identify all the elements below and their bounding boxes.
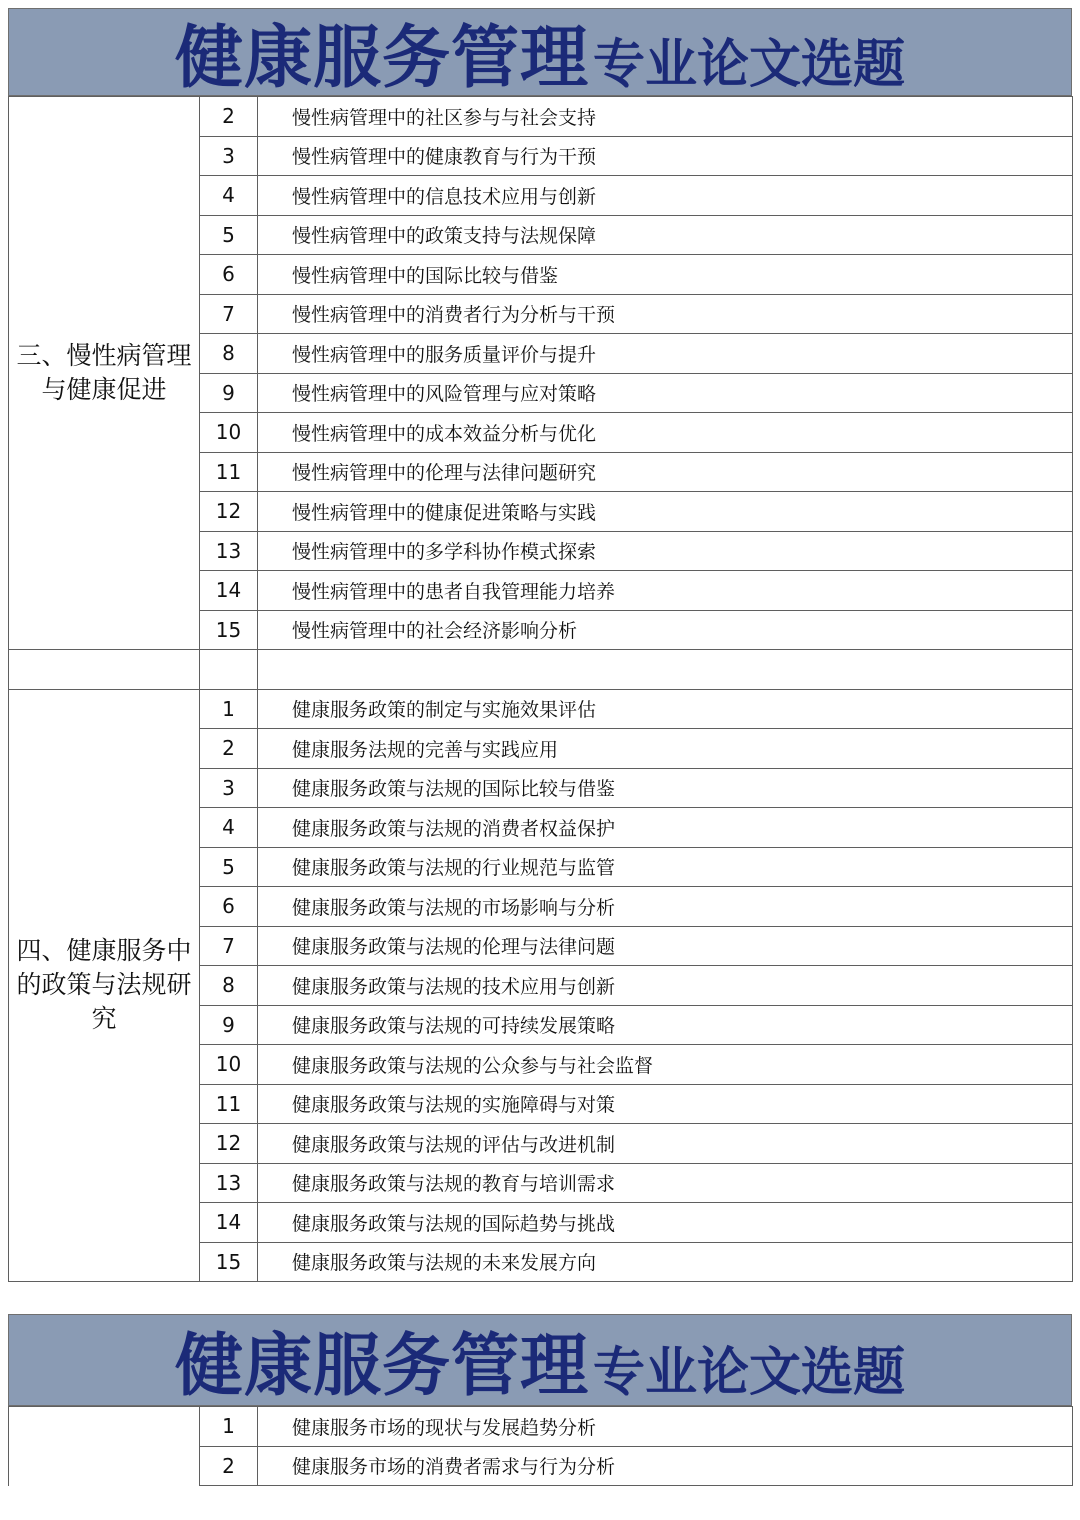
topic-number: 8 — [200, 966, 258, 1006]
topic-number: 13 — [200, 531, 258, 571]
topic-title: 健康服务政策与法规的国际比较与借鉴 — [258, 768, 1073, 808]
topics-table-body — [9, 1407, 1073, 1486]
topic-number: 2 — [200, 729, 258, 769]
topic-number: 1 — [200, 689, 258, 729]
topic-title: 慢性病管理中的成本效益分析与优化 — [258, 413, 1073, 453]
topic-number: 10 — [200, 413, 258, 453]
table-row — [9, 1407, 1073, 1447]
topic-number: 10 — [200, 1045, 258, 1085]
topic-number: 2 — [200, 97, 258, 137]
topic-number: 15 — [200, 1242, 258, 1282]
topic-number: 6 — [200, 887, 258, 927]
topic-title: 慢性病管理中的健康促进策略与实践 — [258, 492, 1073, 532]
category-cell-section-4 — [9, 689, 200, 1282]
topic-title: 健康服务政策与法规的市场影响与分析 — [258, 887, 1073, 927]
topic-title: 健康服务政策与法规的未来发展方向 — [258, 1242, 1073, 1282]
topic-number: 2 — [200, 1446, 258, 1486]
topic-title: 健康服务政策与法规的公众参与与社会监督 — [258, 1045, 1073, 1085]
topics-table-main — [8, 96, 1073, 1282]
topic-number: 11 — [200, 452, 258, 492]
table-row — [9, 97, 1073, 137]
topic-number: 5 — [200, 847, 258, 887]
title-banner-top — [8, 8, 1072, 96]
topic-number: 3 — [200, 136, 258, 176]
topic-title: 健康服务政策与法规的国际趋势与挑战 — [258, 1203, 1073, 1243]
topic-number: 5 — [200, 215, 258, 255]
topic-title: 慢性病管理中的信息技术应用与创新 — [258, 176, 1073, 216]
topic-title: 健康服务政策与法规的教育与培训需求 — [258, 1163, 1073, 1203]
topic-title: 健康服务政策与法规的伦理与法律问题 — [258, 926, 1073, 966]
spacer-cell — [258, 650, 1073, 690]
topic-number: 13 — [200, 1163, 258, 1203]
title-banner-bottom — [8, 1314, 1072, 1406]
topic-title: 慢性病管理中的健康教育与行为干预 — [258, 136, 1073, 176]
topic-number: 15 — [200, 610, 258, 650]
topic-title: 健康服务政策与法规的消费者权益保护 — [258, 808, 1073, 848]
topic-title: 慢性病管理中的服务质量评价与提升 — [258, 334, 1073, 374]
spacer-row — [9, 650, 1073, 690]
banner-title-main: 健康服务管理 — [174, 18, 589, 98]
topic-title: 健康服务政策与法规的实施障碍与对策 — [258, 1084, 1073, 1124]
topic-number: 3 — [200, 768, 258, 808]
topic-number: 7 — [200, 294, 258, 334]
topic-title: 慢性病管理中的社区参与与社会支持 — [258, 97, 1073, 137]
spacer-cell — [200, 650, 258, 690]
topic-title: 健康服务政策与法规的评估与改进机制 — [258, 1124, 1073, 1164]
topic-title: 慢性病管理中的伦理与法律问题研究 — [258, 452, 1073, 492]
category-label: 四、健康服务中的政策与法规研究 — [16, 936, 192, 1034]
spacer-cell — [9, 650, 200, 690]
banner-title-sub: 专业论文选题 — [593, 34, 906, 95]
topic-title: 健康服务法规的完善与实践应用 — [258, 729, 1073, 769]
topic-number: 8 — [200, 334, 258, 374]
topic-title: 慢性病管理中的消费者行为分析与干预 — [258, 294, 1073, 334]
topic-title: 慢性病管理中的患者自我管理能力培养 — [258, 571, 1073, 611]
topic-number: 4 — [200, 808, 258, 848]
topic-number: 14 — [200, 571, 258, 611]
topic-title: 健康服务政策的制定与实施效果评估 — [258, 689, 1073, 729]
category-label: 三、慢性病管理与健康促进 — [16, 341, 192, 404]
topic-number: 9 — [200, 1005, 258, 1045]
topics-table-next — [8, 1406, 1073, 1486]
topic-title: 健康服务政策与法规的行业规范与监管 — [258, 847, 1073, 887]
topic-number: 4 — [200, 176, 258, 216]
topic-title: 慢性病管理中的风险管理与应对策略 — [258, 373, 1073, 413]
topic-number: 12 — [200, 492, 258, 532]
topic-number: 12 — [200, 1124, 258, 1164]
banner-title-sub: 专业论文选题 — [593, 1342, 906, 1403]
topic-title: 慢性病管理中的社会经济影响分析 — [258, 610, 1073, 650]
topic-title: 健康服务政策与法规的可持续发展策略 — [258, 1005, 1073, 1045]
topic-number: 6 — [200, 255, 258, 295]
topic-title: 慢性病管理中的国际比较与借鉴 — [258, 255, 1073, 295]
topic-number: 1 — [200, 1407, 258, 1447]
topic-title: 健康服务市场的现状与发展趋势分析 — [258, 1407, 1073, 1447]
topic-title: 慢性病管理中的多学科协作模式探索 — [258, 531, 1073, 571]
topic-number: 11 — [200, 1084, 258, 1124]
topic-number: 14 — [200, 1203, 258, 1243]
category-cell-section-3 — [9, 97, 200, 650]
topic-number: 7 — [200, 926, 258, 966]
banner-title-main: 健康服务管理 — [174, 1326, 589, 1406]
topic-title: 健康服务市场的消费者需求与行为分析 — [258, 1446, 1073, 1486]
topic-title: 慢性病管理中的政策支持与法规保障 — [258, 215, 1073, 255]
topic-number: 9 — [200, 373, 258, 413]
topics-table-body — [9, 97, 1073, 1282]
table-row — [9, 689, 1073, 729]
topic-title: 健康服务政策与法规的技术应用与创新 — [258, 966, 1073, 1006]
category-cell-section-5 — [9, 1407, 200, 1486]
